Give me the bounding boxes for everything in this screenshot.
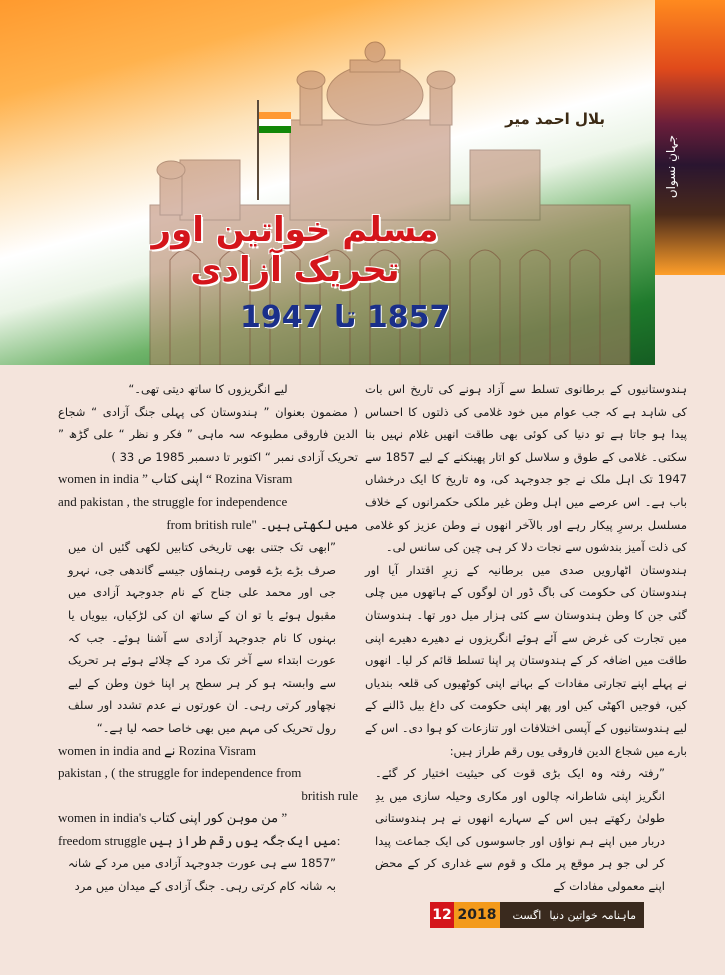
quote-end: لیے انگریزوں کا ساتھ دیتی تھی۔“: [128, 382, 288, 396]
magazine-info: [500, 902, 644, 928]
block-quote: ”رفتہ رفتہ وہ ایک بڑی قوت کی حیثیت اختیار کر گئے۔ انگریز اپنی شاطرانہ چالوں اور مکاری وحیلہ سازی میں یدِ طولیٰ رکھتے ہیں اس کے سہارے انھوں نے ہر ہندوستانی دربار میں اپنے ہم نواؤں اور جاسوسوں کی ایک جماعت پیدا کر لی جو ہر موقع پر ملک و قوم سے غداری کر کے محض اپنے معمولی مفادات کے: [375, 766, 665, 894]
english-text: women in india: [58, 471, 139, 487]
issue-month: اگست: [512, 908, 542, 922]
page-footer: [430, 902, 644, 928]
mixed-line: [58, 807, 358, 830]
urdu-text: میں ایک جگہ یوں رقم طراز ہیں:: [149, 832, 341, 848]
mixed-line: [58, 740, 358, 763]
english-line: pakistan , ( the struggle for independence from: [58, 765, 302, 781]
english-text: women in india and: [58, 742, 161, 758]
english-line: british rule: [301, 787, 358, 803]
english-line: and pakistan , the struggle for independence: [58, 493, 288, 509]
block-quote: ”1857 سے ہی عورت جدوجہد آزادی میں مرد کے شانہ بہ شانہ کام کرتی رہی۔ جنگ آزادی کے میدان میں مرد: [68, 856, 336, 894]
urdu-text: من موہن کور اپنی کتاب ”: [149, 810, 288, 826]
block-quote: ”ابھی تک جتنی بھی تاریخی کتابیں لکھی گئیں ان میں صرف بڑے بڑے قومی رہنماؤں جیسے گاندھی جی، نہرو جی اور محمد علی جناح کے نام جدوجہد آزادی میں مقبول ہوئے یا تو ان کے ساتھ ان کی لڑکیاں، بیویاں یا بہنوں کا نام جدوجہد آزادی سے آشنا ہوئے۔ جب کہ عورت ابتداء سے آخر تک مرد کے چلائے ہوئے ہر تحریک سے وابستہ ہو کر ہر سطح پر اپنا خون وطن کے لیے نچھاور کرتی رہی۔ ان عورتوں نے عدم تشدد اور سلف رول تحریک کی مہم میں بھی خاصا حصہ لیا ہے۔“: [68, 540, 336, 735]
paragraph: ہندوستانیوں کے برطانوی تسلط سے آزاد ہونے کی تاریخ اس بات کی شاہد ہے کہ جب عوام میں خود غلامی کی ذلتوں کا احساس پیدا ہو جاتا ہے تو دنیا کی کوئی بھی طاقت انھیں غلام نہیں بنا سکتی۔ غلامی کے طوق و سلاسل کو اتار پھینکنے کے لیے 1857 سے 1947 تک اہل ملک نے جو جدوجہد کی، وہ تاریخ کا ایک درخشاں باب ہے۔ اس عرصے میں اہل وطن غیر ملکی حکمرانوں کے خلاف مسلسل برسرِ پیکار رہے اور بالآخر انھوں نے وطن عزیز کو غلامی کی ذلت آمیز بندشوں سے نجات دلا کر ہی چین کی سانس لی۔: [365, 382, 687, 555]
left-column: [58, 378, 358, 898]
citation: ( مضمون بعنوان ” ہندوستان کی پہلی جنگ آزادی “ شجاع الدین فاروقی مطبوعہ سہ ماہی ” فکر و نظر “ علی گڑھ ” تحریک آزادی نمبر “ اکتوبر تا دسمبر 1985 ص 33 ): [58, 404, 358, 464]
english-text: Rozina Visram: [178, 742, 256, 758]
issue-year: 2018: [454, 902, 500, 928]
magazine-name: ماہنامہ خواتین دنیا: [549, 908, 636, 922]
mixed-line: [58, 514, 358, 537]
english-text: women in india's: [58, 810, 147, 826]
paragraph: ہندوستان اٹھارویں صدی میں برطانیہ کے زیرِ اقتدار آیا اور ہندوستان کی حکومت کی باگ ڈور ان لوگوں کے ہاتھوں میں چلی گئی جن کا وطن ہندوستان سے کئی ہزار میل دور تھا۔ ہندوستان میں تجارت کی غرض سے آئے ہوئے انگریزوں نے دھیرے دھیرے اپنی طاقت میں اضافہ کر کے ہندوستان پر اپنا تسلط قائم کر لیا۔ انھوں نے پہلے اپنے تجارتی مفادات کے بہانے اپنی کوٹھیوں کی قلعہ بندیاں کیں، فوجیں اکھٹی کیں اور پھر اپنی حکومت کی داغ بیل ڈالنے کے لیے ہندوستانیوں کے آپسی اختلافات اور تنازعات کو ہوا دی۔ اس کے بارے میں شجاع الدین فاروقی یوں رقم طراز ہیں:: [365, 562, 687, 758]
english-text: Rozina Visram: [215, 471, 293, 487]
section-label: جہانِ نسواں: [664, 135, 678, 199]
article-subtitle: 1857 تا 1947: [240, 300, 451, 335]
english-text: from british rule": [166, 516, 257, 532]
english-text: freedom struggle: [58, 832, 147, 848]
author-name: بلال احمد میر: [505, 110, 605, 128]
right-column: [365, 378, 687, 898]
page-number: 12: [430, 902, 454, 928]
urdu-text: نے: [164, 742, 176, 758]
mixed-line: [58, 830, 358, 853]
mixed-line: [58, 468, 358, 491]
urdu-text: میں لکھتی ہیں۔: [260, 516, 358, 532]
urdu-text: ” اپنی کتاب “: [142, 471, 212, 487]
article-title: مسلم خواتین اور تحریک آزادی: [151, 210, 439, 290]
